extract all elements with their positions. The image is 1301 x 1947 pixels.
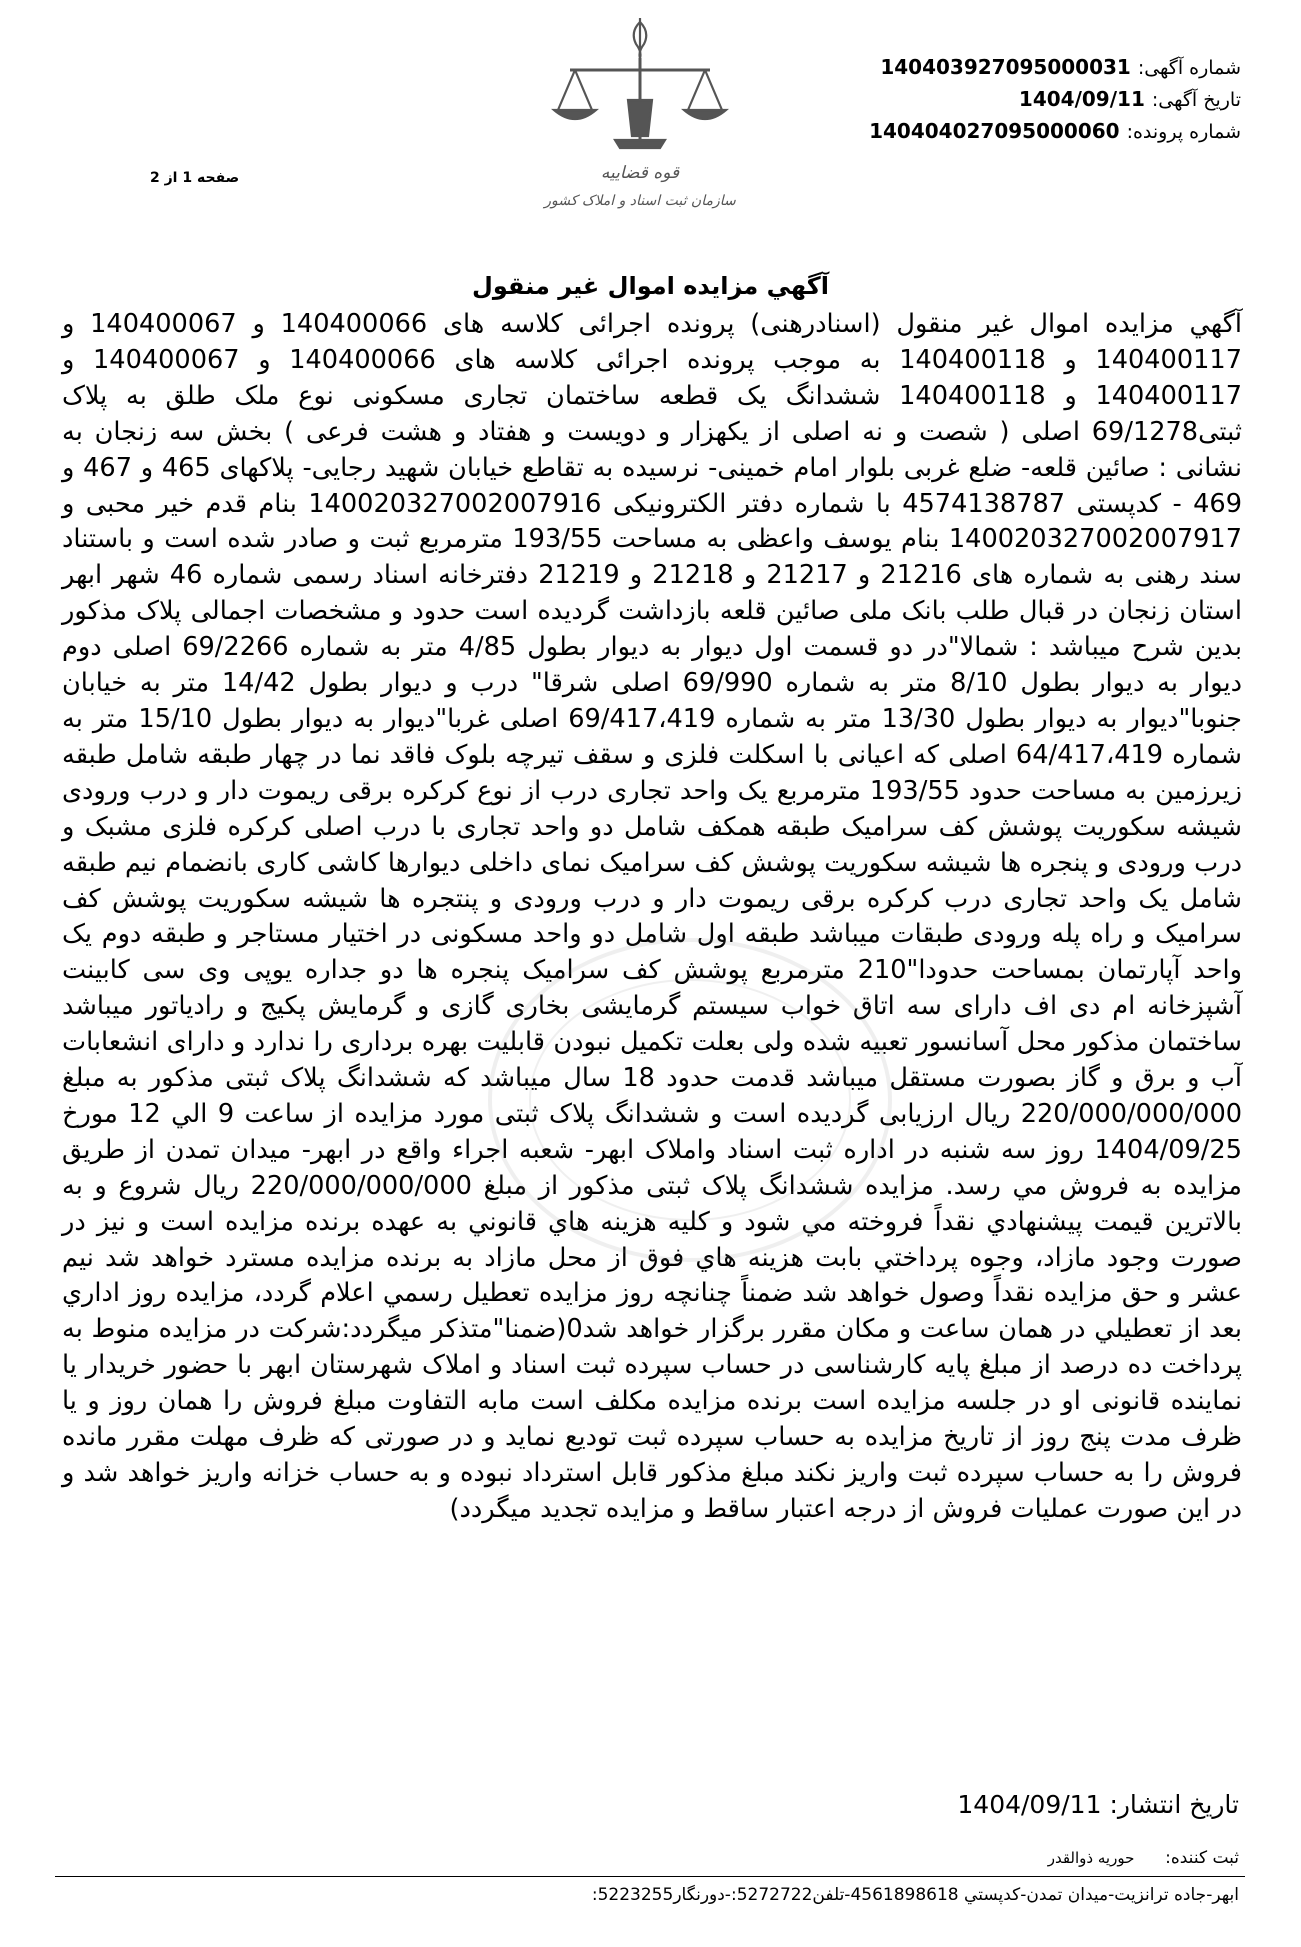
ad-date-value: 1404/09/11 (1018, 87, 1145, 111)
body-paragraph: آگهي مزايده اموال غير منقول (اسنادرهنی) پرونده اجرائی کلاسه های 140400066 و 140400067 و 140400117 و 140400118 به موجب پرونده اجرائی کلاسه های 140400066 و 140400067 و 140400117 و 140400118 ششدانگ یک قطعه ساختمان تجاری مسکونی نوع ملک طلق به پلاک ثبتی69/1278 اصلی ( شصت و نه اصلی از یکهزار و دویست و هفتاد و هشت فرعی ) بخش سه زنجان به نشانی : صائین قلعه- ضلع غربی بلوار امام خمینی- نرسیده به تقاطع خیابان شهید رجایی- پلاکهای 465 و 467 و 469 - کدپستی 4574138787 با شماره دفتر الکترونیکی 140020327002007916 بنام قدم خیر محبی و 140020327002007917 بنام یوسف واعظی به مساحت 193/55 مترمربع ثبت و صادر شده است و باستناد سند رهنی به شماره های 21216 و 21217 و 21218 و 21219 دفترخانه اسناد رسمی شماره 46 شهر ابهر استان زنجان در قبال طلب بانک ملی صائین قلعه بازداشت گردیده است حدود و مشخصات اجمالی پلاک مذکور بدین شرح میباشد : شمالا"در دو قسمت اول دیوار به دیوار بطول 4/85 متر به شماره 69/2266 اصلی دوم دیوار به دیوار بطول 8/10 متر به شماره 69/990 اصلی شرقا" درب و دیوار بطول 14/42 متر به خیابان جنوبا"دیوار به دیوار بطول 13/30 متر به شماره 69/417،419 اصلی غربا"دیوار به دیوار بطول 15/10 متر به شماره 64/417،419 اصلی که اعیانی با اسکلت فلزی و سقف تیرچه بلوک فاقد نما در چهار طبقه شامل طبقه زیرزمین به مساحت حدود 193/55 مترمربع یک واحد تجاری درب از نوع کرکره برقی ریموت دار و درب ورودی شیشه سکوریت پوشش کف سرامیک طبقه همکف شامل دو واحد تجاری با درب اصلی کرکره فلزی مشبک و درب ورودی و پنجره ها شیشه سکوریت پوشش کف سرامیک نمای داخلی دیوارها کاشی کاری بانضمام نیم طبقه شامل یک واحد تجاری درب کرکره برقی ریموت دار و درب ورودی و پنتجره ها شیشه سکوریت پوشش کف سرامیک و راه پله ورودی طبقات میباشد طبقه اول شامل دو واحد مسکونی در اختیار مستاجر و طبقه دوم یک واحد آپارتمان بمساحت حدودا"210 مترمربع پوشش کف سرامیک پنجره ها دو جداره یوپی وی سی کابینت آشپزخانه ام دی اف دارای سه اتاق خواب سیستم گرمایشی بخاری گازی و گرمایش پکیج و رادیاتور میباشد ساختمان مذکور محل آسانسور تعبیه شده ولی بعلت تکمیل نبودن قابلیت بهره برداری را ندارد و دارای انشعابات آب و برق و گاز بصورت مستقل میباشد قدمت حدود 18 سال میباشد که ششدانگ پلاک ثبتی مذکور به مبلغ 220/000/000/000 ریال ارزیابی گردیده است و ششدانگ پلاک ثبتی مورد مزایده از ساعت 9 الي 12 مورخ 1404/09/25 روز سه شنبه در اداره ثبت اسناد واملاک ابهر- شعبه اجراء واقع در ابهر- میدان تمدن از طریق مزایده به فروش مي رسد. مزایده ششدانگ پلاک ثبتی مذکور از مبلغ 220/000/000/000 ریال شروع و به بالاترین قیمت پیشنهادي نقداً فروخته مي شود و کلیه هزینه هاي قانوني به عهده برنده مزایده است و نیز در صورت وجود مازاد، وجوه پرداختي بابت هزینه هاي فوق از محل مازاد به برنده مزایده مسترد خواهد شد نیم عشر و حق مزايده نقداً وصول خواهد شد ضمناً چنانچه روز مزايده تعطيل رسمي اعلام گردد، مزايده روز اداري بعد از تعطيلي در همان ساعت و مکان مقرر برگزار خواهد شد0(ضمنا"متذکر میگردد:شرکت در مزایده منوط به پرداخت ده درصد از مبلغ پایه کارشناسی در حساب سپرده ثبت اسناد و املاک شهرستان ابهر با حضور خریدار یا نماینده قانونی او در جلسه مزایده است برنده مزایده مکلف است مابه التفاوت مبلغ فروش را همان روز و یا ظرف مدت پنج روز از تاریخ مزایده به حساب سپرده ثبت تودیع نماید و در صورتی که ظرف مهلت مقرر مانده فروش را به حساب سپرده ثبت واریز نکند مبلغ مذکور قابل استرداد نبوده و به حساب خزانه واریز خواهد شد و در این صورت عملیات فروش از درجه اعتبار ساقط و مزایده تجدید میگردد) (62, 309, 1243, 1524)
ad-number-value: 140403927095000031 (880, 55, 1131, 79)
header-meta (781, 52, 1241, 148)
case-number-row (781, 116, 1241, 148)
ad-number-label: شماره آگهی: (1137, 57, 1241, 79)
case-number-label: شماره پرونده: (1126, 121, 1241, 143)
page-number: صفحه 1 از 2 (150, 170, 240, 186)
case-number-value: 140404027095000060 (869, 119, 1120, 143)
emblem-text-line2: سازمان ثبت اسناد و املاک کشور (544, 193, 736, 209)
registrar-name: حوریه ذوالقدر (1047, 1849, 1135, 1867)
publication-date-value: 1404/09/11 (957, 1790, 1102, 1819)
footer-divider (55, 1876, 1245, 1877)
publication-date (957, 1790, 1239, 1819)
registrar-label: ثبت کننده: (1165, 1848, 1239, 1868)
document-body (62, 307, 1242, 1528)
ad-date-row (781, 84, 1241, 116)
document-title: آگهي مزايده اموال غير منقول (472, 272, 829, 300)
ad-date-label: تاریخ آگهی: (1151, 89, 1241, 111)
judiciary-emblem-icon (520, 10, 760, 225)
ad-number-row (781, 52, 1241, 84)
emblem-text-line1: قوه قضاییه (600, 163, 680, 183)
footer-address: ابهر-جاده ترانزیت-میدان تمدن-کدپستي 4561898618-تلفن5272722:-دورنگار5223255: (591, 1885, 1239, 1905)
registrar (1048, 1848, 1239, 1868)
publication-date-label: تاریخ انتشار: (1109, 1790, 1239, 1819)
